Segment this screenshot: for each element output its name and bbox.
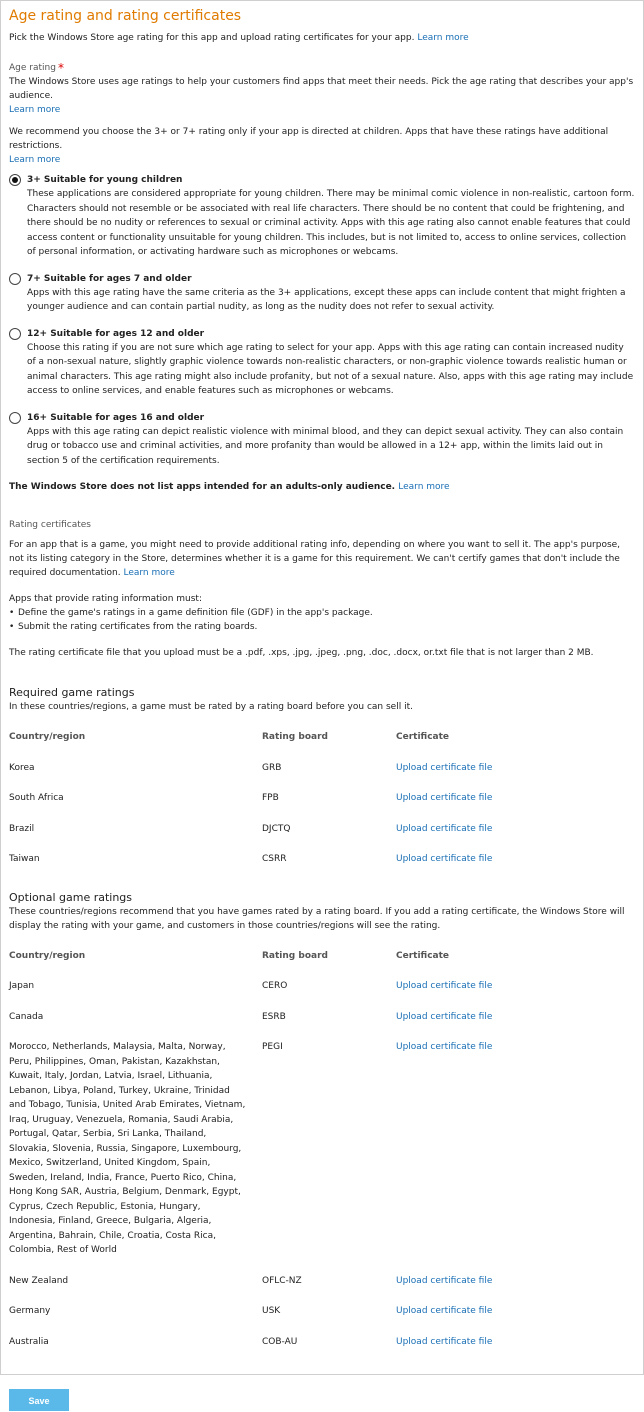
- certificates-desc-text: For an app that is a game, you might need to provide additional rating info, depending on where you want to sell it. The app's purpose, not its listing category in the Store, determines whether it is a game for this requirement. We can't certify games that don't include the required documentation.: [9, 540, 621, 578]
- board-cell: ESRB: [262, 1011, 286, 1022]
- age-option-title[interactable]: 7+ Suitable for ages 7 and older: [27, 273, 192, 284]
- board-cell: USK: [262, 1306, 281, 1316]
- optional-ratings-desc: These countries/regions recommend that you have games rated by a rating board. If you add a rating certificate, the Windows Store will display the rating with your game, and customers in those countries/regions will see the rating.: [9, 906, 625, 931]
- board-cell: DJCTQ: [262, 823, 291, 834]
- age-rating-label: [9, 61, 635, 75]
- country-cell: South Africa: [9, 793, 64, 803]
- certificates-learn-more-link[interactable]: Learn more: [123, 568, 175, 578]
- intro-text: [9, 31, 635, 45]
- adults-only-text: The Windows Store does not list apps intended for an adults-only audience.: [9, 482, 396, 492]
- required-ratings-desc: In these countries/regions, a game must be rated by a rating board before you can sell it.: [9, 702, 413, 712]
- age-option-7plus[interactable]: [9, 272, 635, 315]
- must-list: [9, 606, 635, 634]
- age-rating-options: [9, 173, 635, 468]
- certificates-desc: [9, 538, 635, 580]
- age-rating-recommendation-text: We recommend you choose the 3+ or 7+ rating only if your app is directed at children. Apps that have these ratings have additional restrictions.: [9, 127, 609, 151]
- list-item: • Submit the rating certificates from the rating boards.: [9, 620, 635, 634]
- list-item: • Define the game's ratings in a game definition file (GDF) in the app's package.: [9, 606, 635, 620]
- country-cell: Morocco, Netherlands, Malaysia, Malta, Norway, Peru, Philippines, Oman, Pakistan, Kazakhstan, Kuwait, Italy, Jordan, Latvia, Israel, Lithuania, Lebanon, Libya, Poland, Turkey, Ukraine, Trinidad and Tobago, Tunisia, United Arab Emirates, Vietnam, Iraq, Uruguay, Venezuela, Romania, Saudi Arabia, Portugal, Qatar, Serbia, Sri Lanka, Thailand, Slovakia, Slovenia, Russia, Singapore, Luxembourg, Mexico, Switzerland, United Kingdom, Spain, Sweden, Ireland, India, France, Puerto Rico, China, Hong Kong SAR, Austria, Belgium, Denmark, Egypt, Cyprus, Czech Republic, Estonia, Hungary, Indonesia, Finland, Greece, Bulgaria, Algeria, Argentina, Bahrain, Chile, Croatia, Costa Rica, Colombia, Rest of World: [9, 1042, 246, 1255]
- age-rating-desc-text: The Windows Store uses age ratings to help your customers find apps that meet their needs. Pick the age rating that describes your app's audience.: [9, 77, 634, 101]
- table-row: [9, 844, 635, 875]
- board-cell: CSRR: [262, 854, 287, 864]
- table-row: [9, 1266, 635, 1297]
- age-option-desc: Choose this rating if you are not sure which age rating to select for your app. Apps with this age rating can contain increased nudity of a non-sexual nature, slightly graphic violence towards non-realistic characters, or non-graphic violence towards realistic human or animal characters. This age rating might also include profanity, but not of a sexual nature. Also, apps with this age rating may include access to online services, and enable features such as microphones or webcams.: [27, 342, 634, 396]
- upload-certificate-link[interactable]: Upload certificate file: [396, 823, 493, 834]
- age-option-3plus[interactable]: [9, 173, 635, 260]
- recommendation-learn-more-link[interactable]: Learn more: [9, 155, 61, 165]
- intro-learn-more-link[interactable]: Learn more: [417, 33, 469, 43]
- age-rating-label-text: Age rating: [9, 63, 56, 73]
- country-cell: Japan: [9, 981, 35, 991]
- radio-3plus[interactable]: [9, 174, 21, 186]
- table-row: [9, 1327, 635, 1358]
- col-country: Country/region: [9, 732, 86, 742]
- save-button[interactable]: Save: [9, 1389, 69, 1411]
- board-cell: FPB: [262, 793, 279, 803]
- table-row: [9, 1032, 635, 1266]
- col-certificate: Certificate: [396, 950, 450, 961]
- required-ratings-title: Required game ratings: [9, 686, 135, 699]
- age-option-12plus[interactable]: [9, 327, 635, 399]
- page: [1, 1, 643, 1411]
- radio-16plus[interactable]: [9, 412, 21, 424]
- radio-12plus[interactable]: [9, 328, 21, 340]
- table-row: [9, 1002, 635, 1033]
- board-cell: CERO: [262, 981, 288, 991]
- country-cell: Korea: [9, 762, 35, 773]
- country-cell: Taiwan: [9, 854, 40, 864]
- optional-ratings-table: [9, 941, 635, 1358]
- age-option-title[interactable]: 3+ Suitable for young children: [27, 175, 183, 185]
- table-row: [9, 814, 635, 845]
- country-cell: Brazil: [9, 823, 35, 834]
- country-cell: Canada: [9, 1011, 44, 1022]
- table-row: [9, 971, 635, 1002]
- age-option-desc: Apps with this age rating have the same criteria as the 3+ applications, except these apps can include content that might frighten a younger audience and can contain partial nudity, as long as the nudity does not refer to sexual activity.: [27, 287, 626, 312]
- optional-ratings-title: Optional game ratings: [9, 890, 133, 904]
- table-row: [9, 1296, 635, 1327]
- col-country: Country/region: [9, 950, 86, 961]
- upload-certificate-link[interactable]: Upload certificate file: [396, 1011, 493, 1022]
- upload-certificate-link[interactable]: Upload certificate file: [396, 793, 493, 803]
- age-rating-recommendation: [9, 125, 635, 167]
- col-board: Rating board: [262, 950, 328, 961]
- age-rating-desc: [9, 75, 635, 117]
- col-board: Rating board: [262, 732, 328, 742]
- age-option-desc: These applications are considered appropriate for young children. There may be minimal comic violence in non-realistic, cartoon form. Characters should not resemble or be associated with real life characters. There should be no content that could be frightening, and there should be no nudity or references to sexual or criminal activity. Apps with this age rating also cannot enable features that could access content or functionality unsuitable for young children. This includes, but is not limited to, access to online services, collection of personal information, or activating hardware such as microphones or webcams.: [27, 189, 635, 257]
- upload-certificate-link[interactable]: Upload certificate file: [396, 1336, 493, 1347]
- file-requirement-note: The rating certificate file that you upload must be a .pdf, .xps, .jpg, .jpeg, .png, .doc, .docx, or.txt file that is not larger than 2 MB.: [9, 648, 594, 658]
- intro-text-body: Pick the Windows Store age rating for this app and upload rating certificates for your app.: [9, 33, 415, 43]
- must-intro: Apps that provide rating information must:: [9, 594, 202, 604]
- board-cell: COB-AU: [262, 1336, 298, 1347]
- upload-certificate-link[interactable]: Upload certificate file: [396, 762, 493, 773]
- adults-learn-more-link[interactable]: Learn more: [398, 482, 450, 492]
- col-certificate: Certificate: [396, 732, 450, 742]
- board-cell: OFLC-NZ: [262, 1275, 302, 1286]
- rating-certificates-label: Rating certificates: [9, 520, 91, 530]
- country-cell: Australia: [9, 1336, 49, 1347]
- table-row: [9, 783, 635, 814]
- board-cell: GRB: [262, 762, 282, 773]
- upload-certificate-link[interactable]: Upload certificate file: [396, 1042, 493, 1052]
- board-cell: PEGI: [262, 1042, 283, 1052]
- adults-only-note: [9, 480, 635, 494]
- upload-certificate-link[interactable]: Upload certificate file: [396, 1306, 493, 1316]
- age-option-16plus[interactable]: [9, 411, 635, 469]
- table-header: [9, 941, 635, 972]
- country-cell: Germany: [9, 1306, 51, 1316]
- table-header: [9, 722, 635, 753]
- radio-7plus[interactable]: [9, 273, 21, 285]
- age-rating-learn-more-link[interactable]: Learn more: [9, 105, 61, 115]
- age-option-title[interactable]: 16+ Suitable for ages 16 and older: [27, 412, 205, 423]
- country-cell: New Zealand: [9, 1275, 69, 1286]
- page-title: Age rating and rating certificates: [9, 8, 242, 24]
- upload-certificate-link[interactable]: Upload certificate file: [396, 981, 493, 991]
- age-option-title[interactable]: 12+ Suitable for ages 12 and older: [27, 328, 205, 339]
- upload-certificate-link[interactable]: Upload certificate file: [396, 1275, 493, 1286]
- table-row: [9, 753, 635, 784]
- required-ratings-table: [9, 722, 635, 875]
- upload-certificate-link[interactable]: Upload certificate file: [396, 854, 493, 864]
- age-option-desc: Apps with this age rating can depict realistic violence with minimal blood, and they can depict sexual activity. They can also contain drug or tobacco use and criminal activities, and more profanity than would be allowed in a 12+ app, within the limits laid out in section 5 of the certification requirements.: [27, 426, 624, 466]
- required-asterisk: *: [57, 61, 64, 75]
